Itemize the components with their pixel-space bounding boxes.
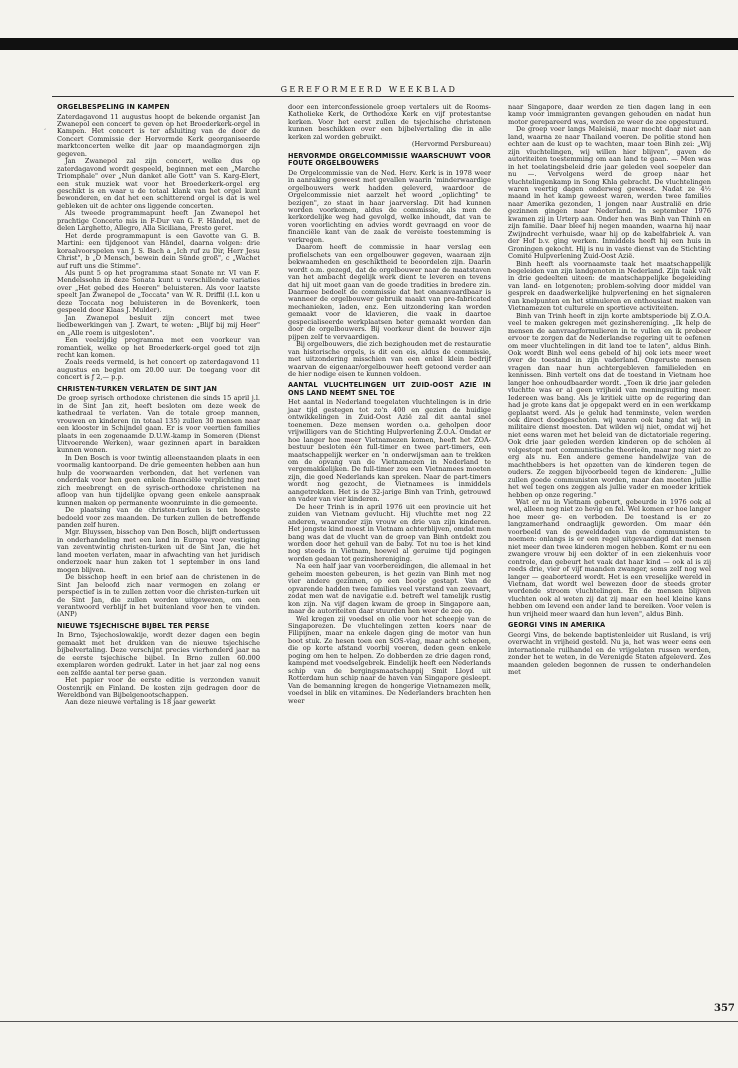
margin-mark: ʻ [44, 128, 46, 135]
paragraph: De groep voer langs Maleisië, maar mocht daar niet aan land, waarna ze naar Thailand voeren. De politie stond hen echter aan de kust op te wachten, maar toen Binh zei: „Wij zijn vluchtelingen, wij willen hier blijven", gaven de autoriteiten toestemming om aan land te gaan. — Men was in het toelatingsbeleid drie jaar geleden veel soepeler dan nu —. Vervolgens werd de groep naar het vluchtelingenkamp in Song Khla gebracht. De vluchtelingen waren veertig dagen onderweg geweest. Nadat ze 4½ maand in het kamp geweest waren, werden twee families naar Amerika gezonden, 1 jongen naar Australië en drie gezinnen gingen naar Nederland. In september 1976 kwamen zij in Urterp aan. Onder hen was Binh van Thinh en zijn familie. Daar bleef hij negen maanden, waarna hij naar Zwijndrecht verhuisde, waar hij op de kabelfabriek A. van der Hof b.v. ging werken. Inmiddels heeft hij een huis in Groningen gekocht. Hij is nu in vaste dienst van de Stichting Comité Hulpverlening Zuid-Oost Azië. [508, 125, 711, 261]
paragraph: naar Singapore, daar werden ze tien dagen lang in een kamp voor immigranten gevangen gehouden en nadat hun motor gerepareerd was, werden ze weer de zee opgestuurd. [508, 103, 711, 126]
paragraph: Na een half jaar van voorbereidingen, die allemaal in het geheim moesten gebeuren, is het gezin van Binh met nog vier andere gezinnen, op een bootje gestapt. Van de opvarende hadden twee families veel verstand van zeevaart, zodat men wat de navigatie e.d. betreft wel tamelijk rustig kon zijn. Na vijf dagen kwam de groep in Singapore aan, maar de autoriteiten daar stuurden hen weer de zee op. [288, 562, 491, 616]
article-title-georgi-vins: GEORGI VINS IN AMERIKA [508, 621, 606, 630]
paragraph: Daarom heeft de commissie in haar verslag een profielschets van een orgelbouwer gegeven, waaraan zijn bekwaamheden en geschiktheid te beoordelen zijn. Daarin wordt o.m. gezegd, dat de orgelbouwer naar de maatstaven van het ambacht degelijk werk dient te leveren en tevens dat hij uit moet gaan van de goede tradities in bredere zin. Daarmee bedoelt de commissie dat het onaanvaardbaar is wanneer de orgelbouwer gebruik maakt van pre-fabricated mechanieken, laden, enz. Een uitzondering kan worden gemaakt voor de klavieren, die vaak in daartoe gespecialiseerde werkplaatsen beter gemaakt worden dan door de orgelbouwers. Bij voorkeur dient de bouwer zijn pijpen zelf te vervaardigen. [288, 243, 491, 341]
paragraph: Jan Zwanepol zal zijn concert, welke dus op zaterdagavond wordt gespeeld, beginnen met een „Marche Triomphale" over „Nun danket alle Gott" van S. Karg-Elert, een stuk muziek wat voor het Broederkerk-orgel erg geschikt is en waar u de totaal klank van het orgel kunt bewonderen, en dat het een schitterend orgel is dat is wel gebleken uit de achter ons liggende concerten. [57, 157, 260, 210]
paragraph: In Brno, Tsjechoslowakije, wordt dezer dagen een begin gemaakt met het drukken van de nieuwe tsjechische bijbelvertaling. Deze verschijnt precies vierhonderd jaar na de eerste tsjechische bijbel. In Brno zullen 60.000 exemplaren worden gedrukt. Later in het jaar zal nog eens een zelfde aantal ter perse gaan. [57, 631, 260, 677]
paragraph: Wel kregen zij voedsel en olie voor het scheepje van de Singaporezen. De vluchtelingen zetten koers naar de Filipijnen, maar na enkele dagen ging de motor van hun boot stuk. Ze hesen toen een SOS-vlag, maar acht schepen, die op korte afstand voorbij voeren, deden geen enkele poging om hen te helpen. Zo dobberden ze drie dagen rond, kampend met voedselgebrek. Eindelijk heeft een Nederlands schip van de bergingsmaatschappij Smit Lloyd uit Rotterdam hun schip naar de haven van Singapore gesleept. Van de bemanning kregen de hongerige Vietnamezen melk, voedsel in blik en vitamines. De Nederlanders brachten hen weer [288, 614, 491, 705]
paragraph: Bij orgelbouwers, die zich bezighouden met de restauratie van historische orgels, is dit een eis, aldus de commissie, met uitzondering misschien van een enkel klein bedrijf waarvan de eigenaar/orgelbouwer heeft getoond verder aan de hier nodige eisen te kunnen voldoen. [288, 340, 491, 378]
paragraph: Het aantal in Nederland toegelaten vluchtelingen is in drie jaar tijd gestegen tot zo'n 400 en gezien de huidige ontwikkelingen in Zuid-Oost Azië zal dit aantal snel toenemen. Deze mensen worden o.a. geholpen door vrijwilligers van de Stichting Hulpverlening Z.O.A. Omdat er hoe langer hoe meer Vietnamezen komen, heeft het ZOA-bestuur besloten één full-timer en twee part-timers, een maatschappelijk werker en ’n onderwijsman aan te trekken om de opvang van de Vietnamezen in Nederland te vergemakkelijken. De full-timer zou een Vietnamees moeten zijn, die goed Nederlands kan spreken. Naar de part-timers wordt nog gezocht, de Vietnamees is inmiddels aangetrokken. Het is de 32-jarige Binh van Trinh, getrouwd en vader van vier kinderen. [288, 398, 491, 504]
credit-line: (Hervormd Persbureau) [411, 140, 491, 149]
article-title-christen-turken: CHRISTEN-TURKEN VERLATEN DE SINT JAN [57, 384, 218, 393]
paragraph: De bisschop heeft in een brief aan de christenen in de Sint Jan beloofd zich naar vermogen en zolang er perspectief is in te zullen zetten voor die christen-turken uit de Sint Jan, die zullen worden uitgewezen, om een verantwoord verblijf in het buitenland voor hen te vinden. (ANP) [57, 573, 260, 619]
article-title-vluchtelingen: AANTAL VLUCHTELINGEN UIT ZUID-OOST AZIE IN ONS LAND NEEMT SNEL TOE [288, 381, 491, 397]
paragraph: Aan deze nieuwe vertaling is 18 jaar gewerkt [65, 698, 216, 707]
article-title-tsjechische-bijbel: NIEUWE TSJECHISCHE BIJBEL TER PERSE [57, 621, 210, 630]
paragraph: Het derde programmapunt is een Gavotte van G. B. Martini: een tijdgenoot van Händel, daarna volgen: drie koraalvoorspelen van J. S. Bach a „Ich ruf zu Dir, Herr Jesu Christ", b „O Mensch, bewein dein Sünde groß", c „Wachet auf ruft uns die Stimme". [57, 231, 260, 270]
article-title-orgelcommissie: HERVORMDE ORGELCOMMISSIE WAARSCHUWT VOOR FOUTE ORGELBOUWERS [288, 151, 491, 168]
paragraph: Als punt 5 op het programma staat Sonate nr. VI van F. Mendelssohn in deze Sonata kunt u verschillende variaties over „Het gebed des Heeren" beluisteren. Als voor laatste speelt Jan Zwanepol de „Toccata" van W. R. Driffil (I.L kon u deze Toccata nog beluisteren in de Bovenkerk, toen gespeeld door Klaas J. Mulder). [57, 269, 260, 315]
paragraph: Binh heeft als voornaamste taak het maatschappelijk begeleiden van zijn landgenoten in Nederland. Zijn taak valt in drie gedeelten uiteen: de maatschappelijke begeleiding van land- en lotgenoten; problem-solving door middel van gesprek en daadwerkelijke hulpverlening en het signaleren van knelpunten en het stimuleren en enthousiast maken van Vietnamezen tot culturele en sportieve activiteiten. [508, 259, 711, 313]
paragraph: Mgr. Bluyssen, bisschop van Den Bosch, blijft ondertussen in onderhandeling met een land in Europa voor vestiging van zeventwintig christen-turken uit de Sint Jan, die het land moeten verlaten, maar in afwachting van het juridisch onderzoek naar hun zaken tot 1 september in ons land mogen blijven. [57, 528, 260, 574]
paragraph: De heer Trinh is in april 1976 uit een provincie uit het zuiden van Vietnam gevlucht. Hij vluchtte met nog 22 anderen, waaronder zijn vrouw en drie van zijn kinderen. Het jongste kind moest in Vietnam achterblijven, omdat men bang was dat de vlucht van de groep van Binh ontdekt zou worden door het gehuil van de baby. Tot nu toe is het kind nog steeds in Vietnam, hoewel al geruime tijd pogingen worden gedaan tot gezinshereniging. [288, 502, 491, 563]
header-rule [52, 96, 734, 97]
paragraph: De plaatsing van de christen-turken is ten hoogste bedoeld voor zes maanden. De turken zullen de betreffende panden zelf huren. [57, 506, 260, 530]
paragraph: Zoals reeds vermeld, is het concert op zaterdagavond 11 augustus en begint om 20.00 uur. De toegang voor dit concert is ƒ 2,— p.p. [57, 358, 260, 382]
article-title-orgelbespeling: ORGELBESPELING IN KAMPEN [57, 103, 170, 111]
paragraph: De groep syrisch orthodoxe christenen die sinds 15 april j.l. in de Sint Jan zit, heeft besloten om deze week de kathedraal te verlaten. Van de totale groep mannen, vrouwen en kinderen (in totaal 135) zullen 30 mensen naar een klooster in Schijndel gaan. Er is voor veertien families plaats in een zogenaamde D.U.W.-kamp in Someren (Dienst Uitvoerende Werken), waar gezinnen apart in barakken kunnen wonen. [57, 394, 260, 455]
paragraph: Een veelzijdig programma met een voorkeur van romantiek, welke op het Broederkerk-orgel goed tot zijn recht kan komen. [57, 336, 260, 359]
paragraph: Jan Zwanepol besluit zijn concert met twee liedbewerkingen van J. Zwart, te weten: „Blijf bij mij Heer" en „Alle roem is uitgesloten". [57, 313, 260, 337]
paragraph: Zaterdagavond 11 augustus hoopt de bekende organist Jan Zwanepol een concert te geven op het Broederkerk-orgel in Kampen. Het concert is ter afsluiting van de door de Concert Commissie der Hervormde Kerk georganiseerde marktconcerten welke dit jaar op maandagmorgen zijn gegeven. [57, 112, 260, 158]
column-1 [57, 104, 260, 707]
paragraph: De Orgelcommissie van de Ned. Herv. Kerk is in 1978 weer in aanraking geweest met gevallen waarin ’minderwaardige orgelbouwers werk hadden geleverd, waardoor de Orgelcommissie niet aarzelt het woord „oplichting" te bezigen", zo staat in haar jaarverslag. Dit had kunnen worden voorkomen, aldus de commissie, als men de kerkordelijke weg had gevolgd, welke inhoudt, dat van te voren voorlichting en advies wordt gevraagd en voor de financiële kant van de zaak de vereiste toestemming is verkregen. [288, 168, 491, 244]
masthead: GEREFORMEERD WEEKBLAD [280, 85, 458, 94]
paragraph: door een interconfessionele groep vertalers uit de Rooms-Katholieke Kerk, de Orthodoxe Kerk en vijf protestantse kerken. Voor het eerst zullen de tsjechische christenen kunnen beschikken over een bijbelvertaling die in alle kerken zal worden gebruikt. [288, 103, 491, 141]
paragraph: In Den Bosch is voor twintig alleenstaanden plaats in een voormalig kantoorpand. De drie gemeenten hebben aan hun hulp de voorwaarden verbonden, dat het verlenen van onderdak voor hen geen enkele financiële verplichting met zich meebrengt en de syrisch-orthodoxe christenen na afloop van hun tijdelijke opvang geen enkele aanspraak kunnen maken op permanente woonruimte in die gemeente. [57, 453, 260, 507]
page-number: 357 [714, 1003, 735, 1014]
bottom-rule [0, 1021, 738, 1022]
paragraph: Binh van Trinh heeft in zijn korte ambtsperiode bij Z.O.A. veel te maken gekregen met gezinshereniging. „Ik help de mensen de aanvraagformulieren in te vullen en ik probeer ervoor te zorgen dat de Nederlandse regering uit te oefenen om meer vluchtelingen in dit land toe te laten", aldus Binh. Ook wordt Binh wel eens gebeld of hij ook iets meer weet over de toestand in zijn vaderland. Ongeruste mensen vragen dan naar hun achtergebleven familieleden en kennissen. Binh vertelt ons dat de toestand in Vietnam hoe langer hoe onhoudbaarder wordt. „Toen ik drie jaar geleden vluchtte was er al geen vrijheid van meningsuiting meer. Iedereen was bang. Als je kritiek uitte op de regering dan had je grote kans dat je opgepakt werd en in een werkkamp geplaatst werd. Als je geluk had tenminste, velen werden ook direct doodgeschoten. wij waren ook bang dat wij in militaire dienst moesten. Dat wilden wij niet, omdat wij het niet eens waren met het beleid van de dictatoriale regering. Ook drie jaar geleden werden kinderen op de scholen al volgestopt met communistische theorieën, maar nog niet zo erg als nu. Een andere gemene handelwijze van de machthebbers is het opzetten van de kinderen tegen de ouders. Ze zeggen bijvoorbeeld tegen de kinderen: „Jullie zullen goede communisten worden, maar dan moeten jullie het wel tegen ons zeggen als jullie vader en moeder kritiek hebben op onze regering." [508, 311, 711, 499]
column-2 [288, 104, 491, 705]
column-3 [508, 104, 711, 676]
paragraph: Het papier voor de eerste editie is verzonden vanuit Oostenrijk en Finland. De kosten zijn gedragen door de Wereldbond van Bijbelgenootschappen. [57, 676, 260, 700]
paragraph: Als tweede programmapunt heeft Jan Zwanepol het prachtige Concerto mis in F-Dur van G. F. Händel, met de delen Larghetto, Allegro, Alla Siciliana, Presto geret. [57, 209, 260, 233]
paragraph: Wat er nu in Vietnam gebeurt, gebeurde in 1976 ook al wel, alleen nog niet zo hevig en fel. Wel komen er hoe langer hoe meer ge- en verboden. De toestand is er zo langzamerhand ondraaglijk geworden. Om maar één voorbeeld van de gewelddaden van de communisten te noemen: onlangs is er een regel uitgevaardigd dat mensen niet meer dan twee kinderen mogen hebben. Komt er nu een zwangere vrouw bij een dokter of in een ziekenhuis voor controle, dan gebeurt het vaak dat haar kind — ook al is zij reeds drie, vier of vijf maanden zwanger, soms zelf nog wel langer — geaborteerd wordt. Het is een vreselijke wereld in Vietnam, dat wordt wel bewezen door de steeds groter wordende stroom vluchtelingen. En de mensen blijven vluchten ook al weten zij dat zij maar een heel kleine kans hebben om levend een ander land te bereiken. Voor velen is hun vrijheid meer waard dan hun leven", aldus Binh. [508, 498, 711, 618]
paragraph: Georgi Vins, de bekende baptistenleider uit Rusland, is vrij overwacht in vrijheid gesteld. Nu ja, het was weer eens een internationale ruilhandel en de vrijgelaten russen werden, zonder het te weten, in de Verenigde Staten afgeleverd. Zes maanden geleden begonnen de russen te onderhandelen met [508, 630, 711, 677]
top-black-band [0, 38, 738, 50]
